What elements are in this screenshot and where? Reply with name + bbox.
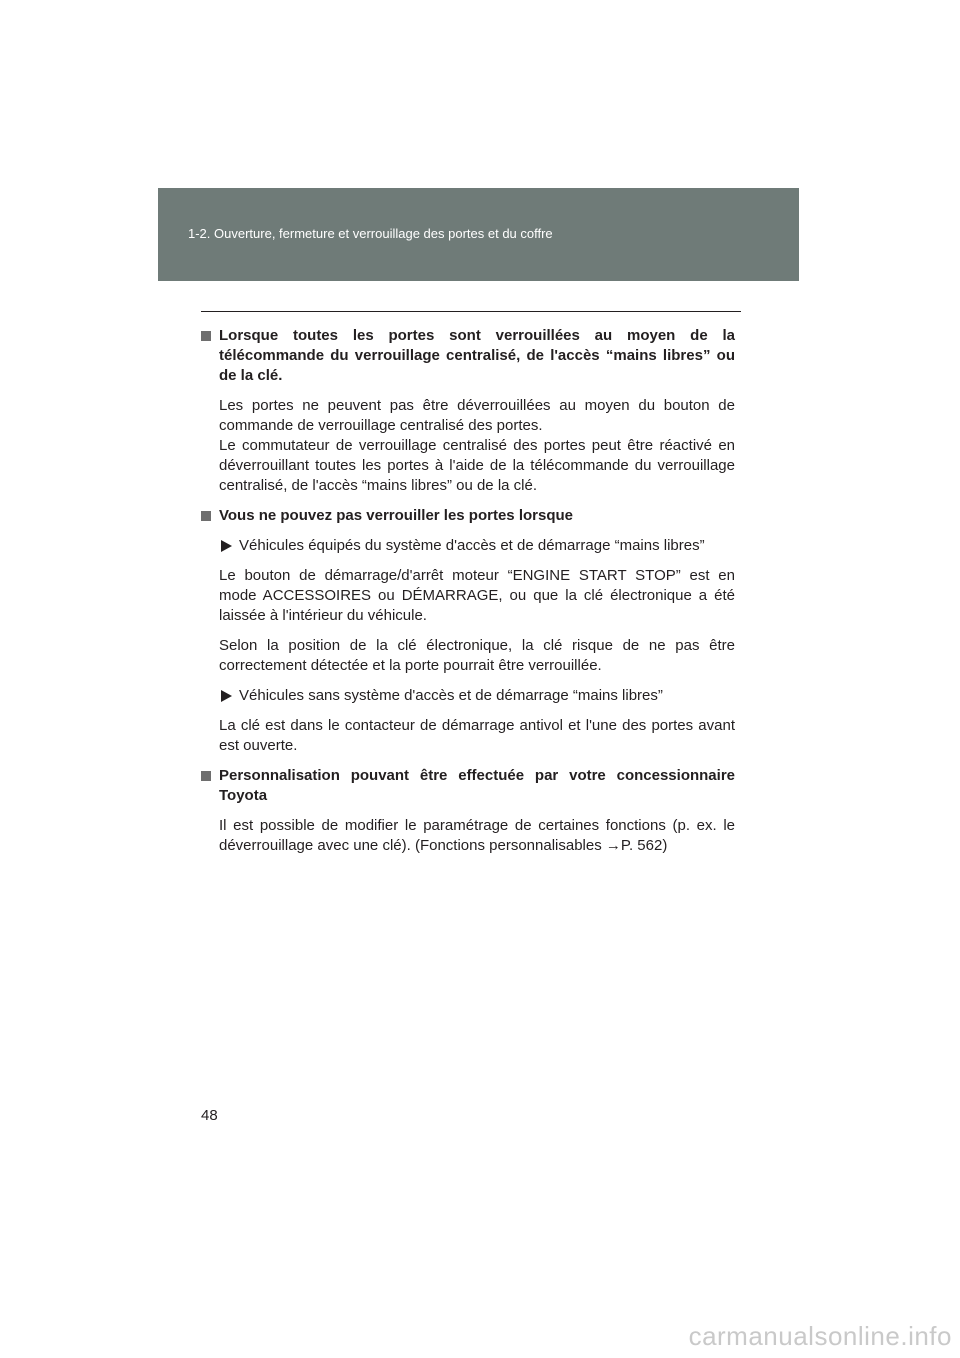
body-paragraph: Le bouton de démarrage/d'arrêt moteur “ENGINE START STOP” est en mode ACCESSOIRES ou DÉMARRAGE, ou que la clé électronique a été laissée à l'intérieur du véhicule. xyxy=(219,567,735,624)
vehicle-type-text: Véhicules équipés du système d'accès et de démarrage “mains libres” xyxy=(239,537,705,554)
chapter-header-band xyxy=(158,188,799,281)
body-paragraph: Il est possible de modifier le paramétrage de certaines fonctions (p. ex. le déverrouillage avec une clé). (Fonctions personnalisables →P. 562) xyxy=(219,817,735,854)
section-heading-text: Lorsque toutes les portes sont verrouillées au moyen de la télécommande du verrouillage centralisé, de l'accès “mains libres” ou de la clé. xyxy=(219,327,735,384)
section-heading-text: Vous ne pouvez pas verrouiller les portes lorsque xyxy=(219,507,573,524)
vehicle-type-subheading xyxy=(219,536,735,556)
square-bullet-icon xyxy=(201,511,211,521)
section-cannot-lock xyxy=(201,506,735,756)
square-bullet-icon xyxy=(201,331,211,341)
section-divider xyxy=(201,311,741,312)
body-paragraph: Le commutateur de verrouillage centralisé des portes peut être réactivé en déverrouillant toutes les portes à l'aide de la télécommande du verrouillage centralisé, de l'accès “mains libres” ou de la clé. xyxy=(219,437,735,494)
triangle-bullet-icon xyxy=(221,690,232,702)
section-heading xyxy=(201,506,735,526)
vehicle-type-subheading xyxy=(219,686,735,706)
section-heading xyxy=(201,326,735,386)
section-locked-all-doors xyxy=(201,326,735,496)
chapter-title: 1-2. Ouverture, fermeture et verrouillage des portes et du coffre xyxy=(188,226,553,241)
section-heading xyxy=(201,766,735,806)
body-paragraph: Selon la position de la clé électronique, la clé risque de ne pas être correctement détectée et la porte pourrait être verrouillée. xyxy=(219,637,735,674)
body-paragraph: La clé est dans le contacteur de démarrage antivol et l'une des portes avant est ouverte. xyxy=(219,717,735,754)
section-heading-text: Personnalisation pouvant être effectuée par votre concessionnaire Toyota xyxy=(219,767,735,804)
triangle-bullet-icon xyxy=(221,540,232,552)
section-customization xyxy=(201,766,735,856)
watermark: carmanualsonline.info xyxy=(688,1321,952,1351)
main-content xyxy=(201,326,735,866)
body-paragraph: Les portes ne peuvent pas être déverrouillées au moyen du bouton de commande de verrouillage centralisé des portes. xyxy=(219,397,735,434)
square-bullet-icon xyxy=(201,771,211,781)
vehicle-type-text: Véhicules sans système d'accès et de démarrage “mains libres” xyxy=(239,687,663,704)
page-number: 48 xyxy=(201,1107,218,1124)
